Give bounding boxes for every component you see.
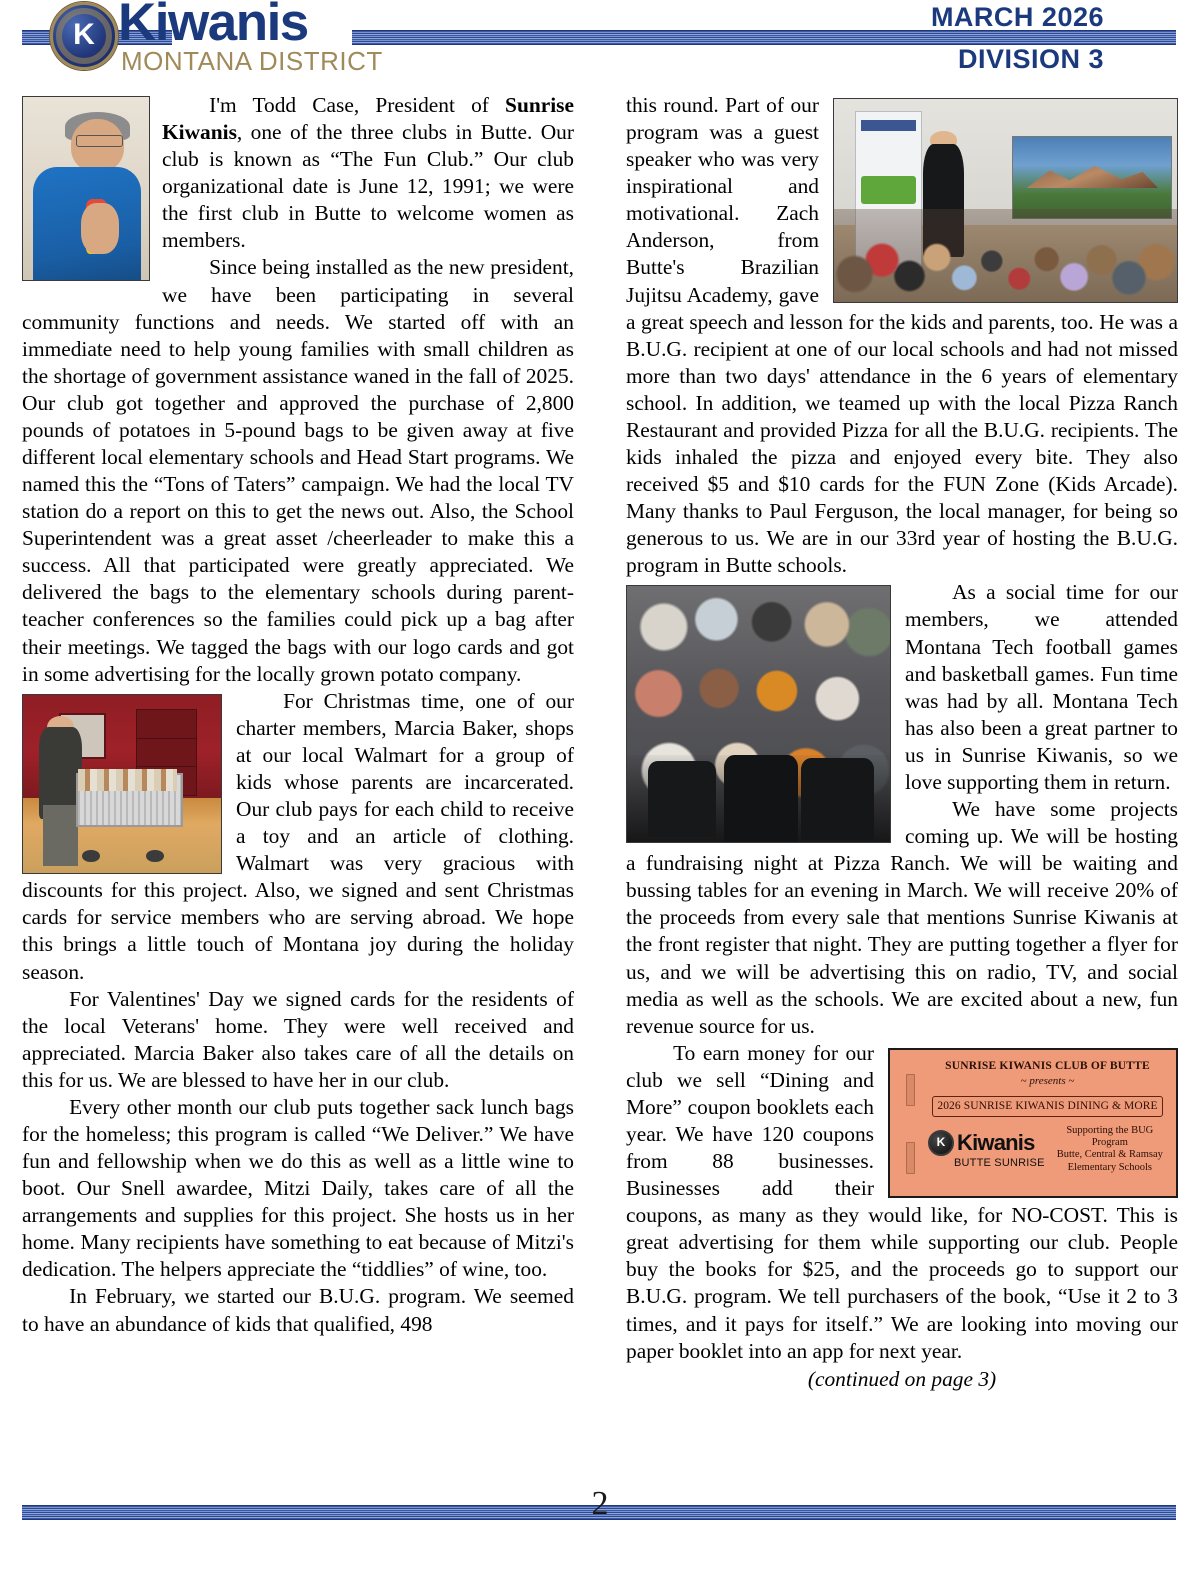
photo-part [78,769,177,790]
booklet-logo [928,1130,1045,1156]
kiwanis-seal-icon [50,2,118,70]
photo-part [81,203,119,254]
paragraph-upcoming-projects: We have some projects coming up. We will be hosting a fundraising night at Pizza Ranch. We will be waiting and bussing tables for an evening in March. We will receive 20% of the proceeds from every sale that mentions Sunrise Kiwanis at the front register that night. They are putting together a flyer for us, and we will be advertising this on radio, TV, and social media as well as the schools. We are excited about a new, fun revenue source for us. [626,797,1178,1038]
brand-name: Kiwanis [118,0,308,52]
booklet-logo-sub: BUTTE SUNRISE [954,1156,1045,1169]
photo-scene [890,1050,1176,1196]
photo-school-assembly [833,98,1178,303]
paragraph-bug-start: In February, we started our B.U.G. program. We seemed to have an abundance of kids that qualified, 498 [22,1284,574,1336]
photo-part [861,176,916,204]
photo-part [801,758,875,840]
photo-part [1012,136,1172,219]
booklet-support-line-1: Supporting the BUG [1066,1124,1154,1136]
photo-part [43,805,79,866]
photo-part [76,135,123,146]
brand-district: MONTANA DISTRICT [121,46,383,77]
photo-coupon-booklet [888,1048,1178,1198]
photo-members-at-game [626,585,891,843]
photo-scene [23,97,149,280]
kiwanis-seal-icon: K [928,1130,954,1156]
booklet-support-line-2: Program [1091,1137,1128,1149]
booklet-support-line-4: Elementary Schools [1067,1161,1152,1173]
booklet-club-line: SUNRISE KIWANIS CLUB OF BUTTE [945,1059,1150,1072]
paragraph-christmas: For Christmas time, one of our charter members, Marcia Baker, shops at our local Walmart for a group of kids whose parents are incarcerated. Our club pays for each child to receive a toy and an article of clothing. Walmart was very gracious with discounts for this project. Also, we signed and sent Christmas cards for service members who are serving abroad. We hope this brings a little touch of Montana joy during the holiday season. [22,688,574,984]
booklet-logo-block [928,1130,1045,1169]
right-column [626,92,1178,1393]
paragraph-taters: Since being installed as the new president, we have been participating in several community functions and needs. We started off with an immediate need to help young families with small children as the shortage of government assistance waned in the fall of 2025. Our club got together and approved the purchase of 2,800 pounds of potatoes in 5-pound bags to be given away at five different local elementary schools and Head Start programs. We named this the “Tons of Taters” campaign. We had the local TV station do a report on this to get the news out. Also, the School Superintendent was a great asset /cheerleader to make this a success. All that participated were greatly appreciated. We delivered the bags to the elementary schools during parent-teacher conferences so the families could pick up a bag after their meetings. We tagged the bags with our logo cards and got in some advertising for the locally grown potato company. [22,255,574,686]
photo-scene [23,695,221,873]
issue-date: MARCH 2026 [930,2,1104,32]
photo-todd-case [22,96,150,281]
photo-scene [834,99,1177,302]
paragraph-social-time: As a social time for our members, we attended Montana Tech football games and basketball games. Fun time was had by all. Montana Tech has also been a great partner to us in Sunrise Kiwanis, so we love supporting them in return. [905,580,1178,794]
photo-part [834,209,1177,302]
paragraph-valentines: For Valentines' Day we signed cards for the residents of the local Veterans' home. They were well received and appreciated. Marcia Baker also takes care of all the details on this for us. We are blessed to have her in our club. [22,986,574,1092]
seal-letter: K [73,18,95,51]
photo-part [648,761,716,838]
photo-grocery-cart [22,694,222,874]
paragraph-we-deliver: Every other month our club puts together sack lunch bags for the homeless; this program is called “We Deliver.” We have fun and fellowship when we do this as well as a little wine to boot. Our Snell awardee, Mitzi Daily, takes care of all the arrangements and supplies for this project. She hosts us in her home. Many recipients have something to eat because of Mitzi's dedication. The helpers appreciate the “tiddlies” of wine, too. [22,1094,574,1282]
article-body [22,92,1178,1492]
continued-note: (continued on page 3) [807,1366,997,1391]
booklet-logo-word: Kiwanis [957,1129,1035,1155]
photo-part [82,850,100,862]
booklet-staple [906,1142,915,1174]
photo-scene [627,586,890,842]
issue-division: DIVISION 3 [957,44,1104,74]
booklet-title: 2026 SUNRISE KIWANIS DINING & MORE [932,1096,1163,1117]
paragraph-bug-continued: this round. Part of our program was a guest speaker who was very inspirational and motivational. Zach Anderson, from Butte's Brazilian Jujitsu Academy, gave a great speech and lesson for the kids and parents, too. He was a B.U.G. recipient at one of our local schools and had not missed more than two days' attendance in the 6 years of elementary school. In addition, we teamed up with the local Pizza Ranch Restaurant and provided Pizza for all the B.U.G. recipients. The kids inhaled the pizza and enjoyed every bite. They also received $5 and $10 cards for the FUN Zone (Kids Arcade). Many thanks to Paul Ferguson, the local manager, for being so generous to us. We are in our 33rd year of hosting the B.U.G. program in Butte schools. [626,93,1178,578]
booklet-support-line-3: Butte, Central & Ramsay [1056,1149,1163,1161]
booklet-staple [906,1074,915,1106]
paragraph-coupon-books: To earn money for our club we sell “Dining and More” coupon booklets each year. We have 120 coupons from 88 businesses. Businesses add their coupons, as many as they would like, for NO-COST. This is great advertising for them while supporting our club. People buy the books for $25, and the proceeds go to support our B.U.G. program. We tell purchasers of the book, “Use it 2 to 3 times, and it pays for itself.” We are looking into moving our paper booklet into an app for next year. [626,1040,1178,1363]
photo-part [146,850,164,862]
photo-part [724,755,798,842]
intro-text-rest: , one of the three clubs in Butte. Our club is known as “The Fun Club.” Our club organizational date is June 12, 1991; we were the first club in Butte to welcome women as members. [162,120,574,253]
club-name-bold: Sunrise Kiwanis [162,93,574,145]
page-number: 2 [591,1485,609,1522]
intro-text-lead: I'm Todd Case, President of [209,93,506,117]
booklet-footer-row [926,1125,1169,1175]
masthead [0,0,1200,88]
photo-part [861,120,916,131]
left-column [22,92,574,1338]
booklet-presents-line: ~ presents ~ [1020,1075,1075,1088]
booklet-support-block [1051,1125,1169,1175]
brand-lockup [118,0,383,77]
booklet-cover-content [926,1055,1169,1191]
